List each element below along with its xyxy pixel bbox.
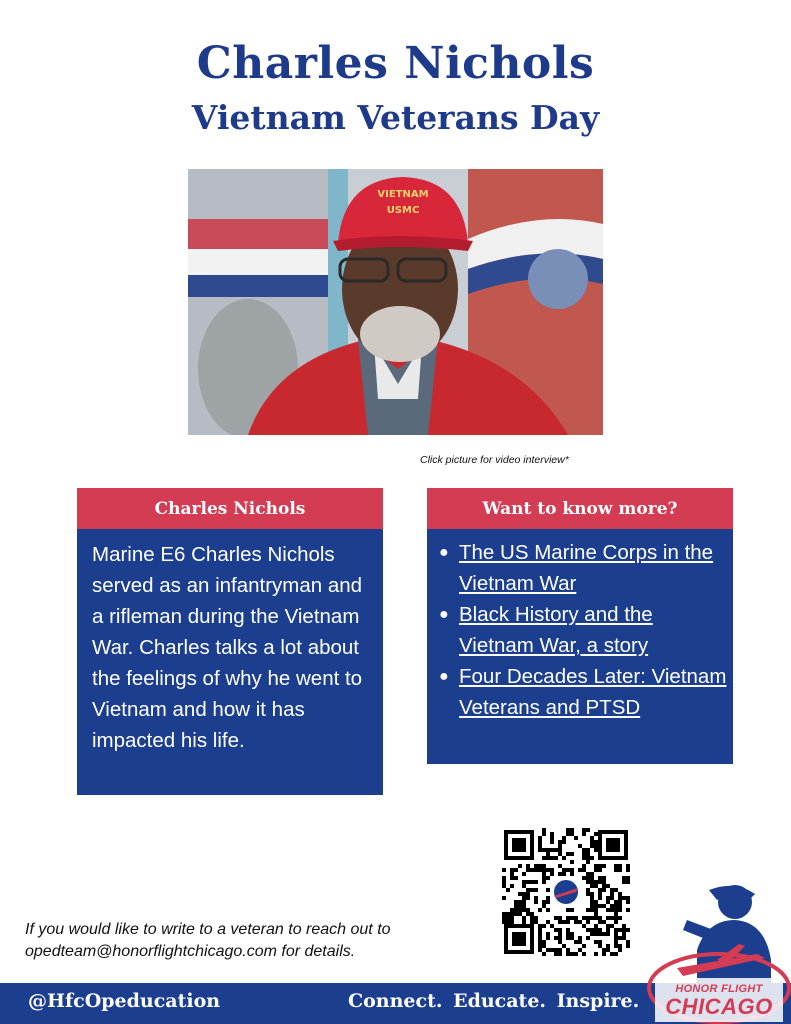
bullet-icon: ● [439,668,449,685]
contact-line-1: If you would like to write to a veteran to reach out to [25,921,391,938]
list-item [439,599,727,661]
honor-flight-logo [647,880,791,1024]
contact-note [25,919,391,963]
page-subtitle: Vietnam Veterans Day [191,98,600,137]
logo-line-1: HONOR FLIGHT [675,983,763,995]
list-item [439,537,727,599]
page-title: Charles Nichols [196,38,595,89]
list-item [439,661,727,723]
veteran-photo-video-link[interactable] [188,169,603,435]
hat-text-2: USMC [386,205,420,216]
more-panel [427,529,733,764]
link-marine-corps-vietnam[interactable]: The US Marine Corps in the Vietnam War [459,541,714,595]
bullet-icon: ● [439,544,449,561]
footer-tagline: Connect. Educate. Inspire. [348,990,640,1012]
qr-code-icon[interactable] [502,828,630,956]
more-heading: Want to know more? [427,488,733,529]
bullet-icon: ● [439,606,449,623]
photo-caption: Click picture for video interview* [420,454,569,466]
bio-heading: Charles Nichols [77,488,383,529]
bio-text: Marine E6 Charles Nichols served as an infantryman and a rifleman during the Vietnam War. Charles talks a lot about the feelings of why he went to Vietnam and how it has impacted his life. [77,529,383,795]
logo-line-2: CHICAGO [665,994,773,1019]
link-black-history-vietnam[interactable]: Black History and the Vietnam War, a story [459,603,653,657]
veteran-photo-image [188,169,603,435]
resource-link-list [439,537,727,723]
social-handle[interactable]: @HfcOpeducation [28,990,221,1012]
hat-text-1: VIETNAM [377,189,429,200]
contact-email-line: opedteam@honorflightchicago.com for details. [25,943,356,960]
link-four-decades-ptsd[interactable]: Four Decades Later: Vietnam Veterans and PTSD [459,665,727,719]
